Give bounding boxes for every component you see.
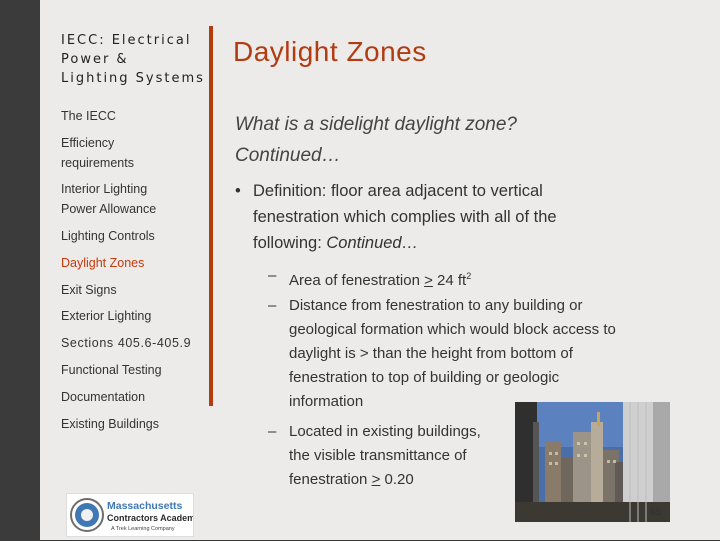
subheading (235, 109, 635, 171)
sub-text: fenestration (289, 471, 372, 488)
sub-text: 0.20 (380, 471, 414, 488)
logo-line-2: Contractors Academy (107, 513, 193, 523)
sidebar-item-existing-buildings[interactable] (61, 414, 159, 434)
page-number: 65 (650, 507, 662, 518)
gte-symbol: > (371, 471, 381, 488)
sidebar-item-interior-lighting[interactable] (61, 179, 156, 219)
page-title: Daylight Zones (233, 36, 427, 67)
subheading-line: Continued… (235, 145, 341, 166)
sidebar-item-label: Exterior Lighting (61, 309, 152, 323)
sidebar-item-label: Efficiency (61, 136, 115, 150)
sidebar-title-line: Power & (61, 52, 129, 67)
vertical-divider (209, 26, 213, 406)
sidebar-item-label: Interior Lighting (61, 182, 148, 196)
bullet-line-text: following: (253, 234, 327, 252)
bullet-line: Definition: floor area adjacent to vertical (253, 182, 543, 200)
sub-line: the visible transmittance of (289, 447, 467, 464)
gte-symbol: > (424, 272, 433, 289)
sidebar-item-daylight-zones[interactable] (61, 253, 144, 273)
bullet-line-emphasis: Continued… (326, 234, 419, 252)
sidebar-item-exterior-lighting[interactable] (61, 306, 151, 326)
sidebar-item-label: Power Allowance (61, 202, 157, 216)
bullet-dot-icon: • (235, 182, 241, 200)
sidebar-item-functional-testing[interactable] (61, 360, 162, 380)
logo-graphic (67, 494, 193, 536)
sub-line: Located in existing buildings, (289, 423, 481, 440)
sidebar-item-sections[interactable] (61, 333, 191, 353)
bullet-text (253, 178, 643, 256)
sub-line: information (289, 393, 364, 410)
subheading-line: What is a sidelight daylight zone? (235, 114, 517, 135)
bullet-line (253, 230, 643, 256)
sidebar-title-line: Lighting Systems (61, 71, 205, 86)
sidebar-item-label: requirements (61, 156, 134, 170)
sub-text: 24 ft (432, 272, 467, 289)
logo-line-3: A Trek Learning Company (111, 526, 175, 532)
sidebar-item-label: Sections 405.6-405.9 (61, 336, 192, 350)
sub-text: Area of fenestration (289, 272, 425, 289)
sidebar-item-label: Exit Signs (61, 283, 117, 297)
dash-icon: – (268, 423, 277, 440)
bullet-line: fenestration which complies with all of the (253, 208, 557, 226)
logo-line-1: Massachusetts (107, 500, 183, 512)
city-photo-illustration (515, 402, 670, 522)
superscript: 2 (466, 271, 472, 281)
city-buildings-photo (515, 402, 670, 522)
sidebar-title-line: IECC: Electrical (61, 33, 192, 48)
sidebar-item-efficiency-requirements[interactable] (61, 133, 134, 173)
sub-line: fenestration to top of building or geologic (289, 369, 560, 386)
sub-line: daylight is > than the height from bottom of (289, 345, 573, 362)
sidebar-item-label: Functional Testing (61, 363, 162, 377)
sidebar-item-documentation[interactable] (61, 387, 145, 407)
contractors-academy-logo (66, 493, 194, 537)
sub-line: Distance from fenestration to any building or (289, 297, 583, 314)
sidebar-item-label: Existing Buildings (61, 417, 159, 431)
sidebar-item-exit-signs[interactable] (61, 280, 117, 300)
sub-item-text (289, 264, 649, 293)
dash-icon: – (268, 267, 277, 284)
sidebar-title (61, 31, 211, 88)
sidebar-item-the-iecc[interactable] (61, 106, 116, 126)
sidebar-item-lighting-controls[interactable] (61, 226, 155, 246)
sidebar-item-label: Daylight Zones (61, 256, 145, 270)
sidebar-item-label: Documentation (61, 390, 146, 404)
sub-line: geological formation which would block access to (289, 321, 616, 338)
sidebar-item-label: Lighting Controls (61, 229, 155, 243)
dash-icon: – (268, 297, 277, 314)
sub-item-text (289, 294, 649, 414)
sidebar-item-label: The IECC (61, 109, 116, 123)
